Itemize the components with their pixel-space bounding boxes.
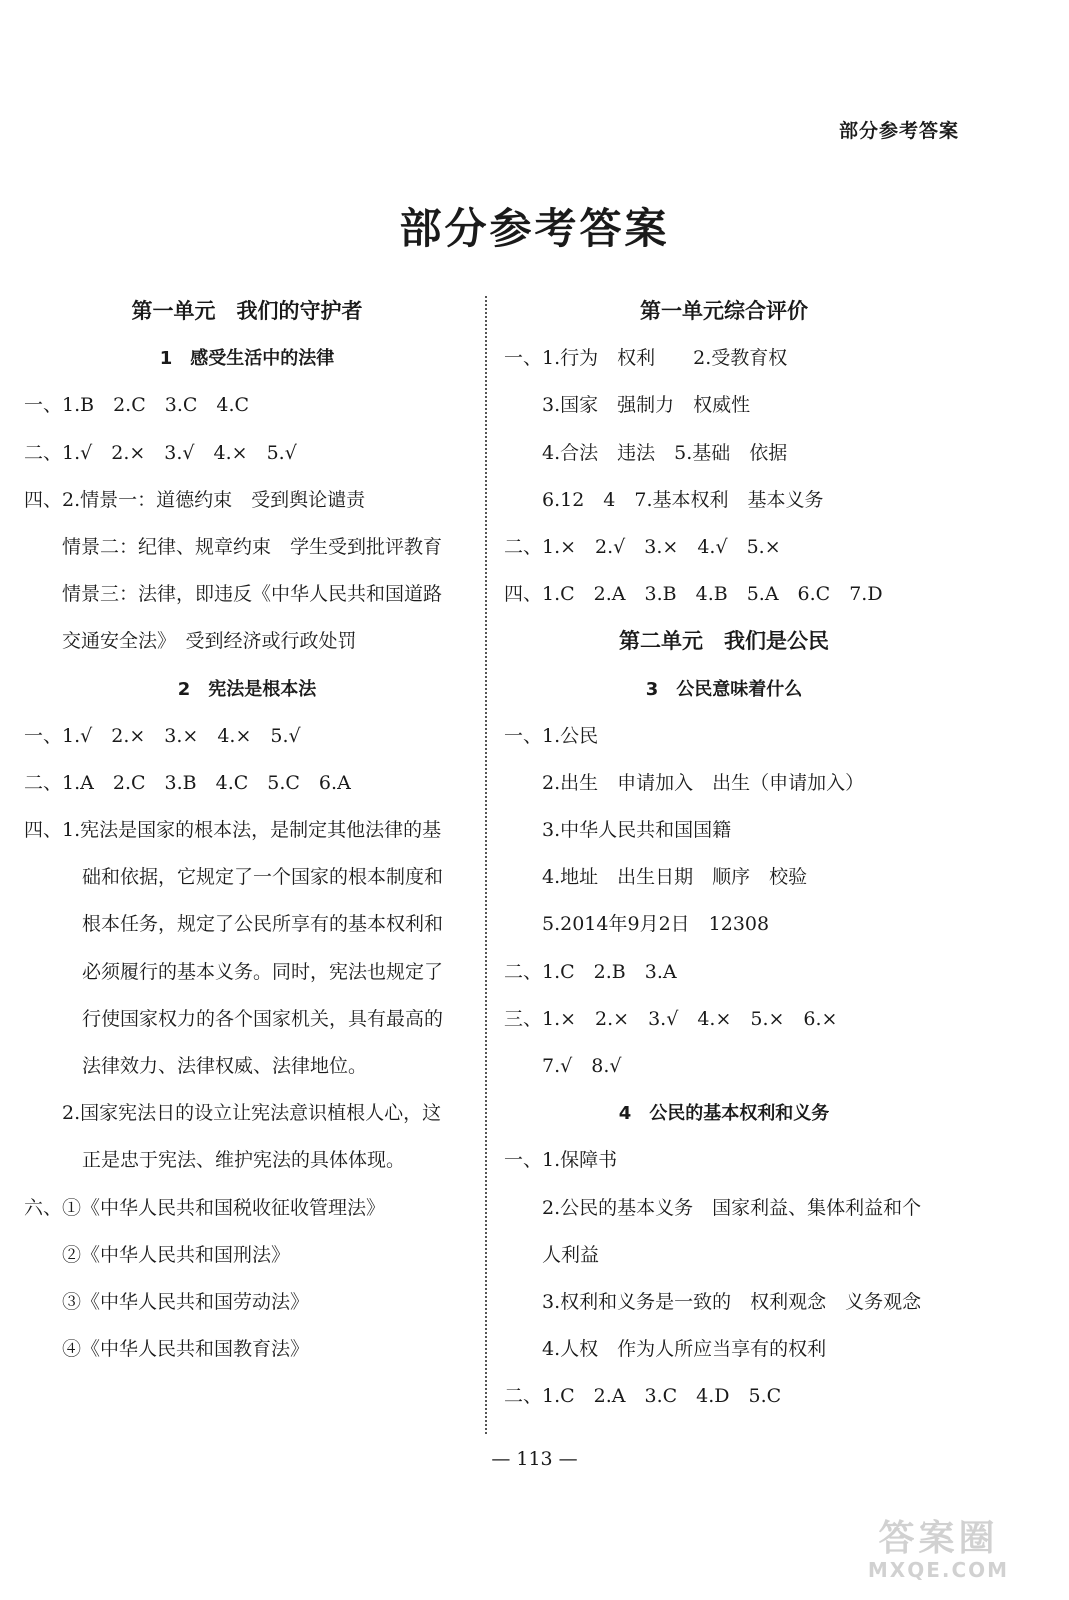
- answer-line: 3.国家 强制力 权威性: [542, 394, 751, 417]
- lesson-heading: 4 公民的基本权利和义务: [618, 1103, 830, 1125]
- answer-line: 3.权利和义务是一致的 权利观念 义务观念: [542, 1290, 922, 1313]
- answer-line: 人利益: [542, 1243, 600, 1266]
- answer-line: 三、1.× 2.× 3.√ 4.× 5.× 6.×: [504, 1007, 838, 1030]
- answer-line: 5.2014年9月2日 12308: [542, 913, 770, 936]
- answer-line: ③《中华人民共和国劳动法》: [62, 1290, 310, 1313]
- unit-heading: 第一单元综合评价: [640, 299, 808, 323]
- answer-line: ④《中华人民共和国教育法》: [62, 1338, 310, 1361]
- column-divider: [485, 296, 487, 1434]
- answer-line: ②《中华人民共和国刑法》: [62, 1243, 291, 1266]
- left-column: [24, 288, 470, 1373]
- answer-line: 情景三：法律，即违反《中华人民共和国道路: [62, 583, 443, 606]
- answer-line: 四、1.宪法是国家的根本法，是制定其他法律的基: [24, 819, 442, 842]
- answer-line: 一、1.保障书: [504, 1149, 618, 1172]
- answer-line: 四、1.C 2.A 3.B 4.B 5.A 6.C 7.D: [504, 583, 883, 606]
- answer-line: 6.12 4 7.基本权利 基本义务: [542, 488, 824, 511]
- page-title: 部分参考答案: [399, 204, 670, 253]
- answer-line: 一、1.公民: [504, 724, 599, 747]
- unit-heading: 第二单元 我们是公民: [619, 629, 829, 654]
- running-header: 部分参考答案: [838, 120, 959, 142]
- watermark-logo: [836, 1510, 1041, 1582]
- lesson-heading: 2 宪法是根本法: [177, 678, 317, 700]
- answer-line: 情景二：纪律、规章约束 学生受到批评教育: [62, 535, 443, 558]
- watermark-text: 答案圈: [878, 1518, 999, 1559]
- answer-line: 二、1.× 2.√ 3.× 4.√ 5.×: [504, 535, 781, 558]
- right-column: [504, 288, 944, 1421]
- answer-line: 7.√ 8.√: [542, 1055, 622, 1077]
- answer-line: 2.公民的基本义务 国家利益、集体利益和个: [542, 1196, 922, 1219]
- answer-line: 六、①《中华人民共和国税收征收管理法》: [24, 1196, 386, 1219]
- answer-line: 二、1.√ 2.× 3.√ 4.× 5.√: [24, 441, 297, 464]
- answer-line: 二、1.C 2.B 3.A: [504, 960, 677, 983]
- answer-line: 交通安全法》 受到经济或行政处罚: [62, 630, 357, 653]
- answer-line: 必须履行的基本义务。同时，宪法也规定了: [82, 960, 444, 983]
- answer-line: 法律效力、法律权威、法律地位。: [82, 1055, 368, 1077]
- answer-line: 2.出生 申请加入 出生（申请加入）: [542, 771, 865, 794]
- answer-line: 4.地址 出生日期 顺序 校验: [542, 866, 808, 889]
- answer-line: 根本任务，规定了公民所享有的基本权利和: [82, 913, 444, 936]
- answer-line: 础和依据，它规定了一个国家的根本制度和: [82, 866, 444, 889]
- lesson-heading: 1 感受生活中的法律: [159, 348, 335, 370]
- answer-line: 4.人权 作为人所应当享有的权利: [542, 1338, 827, 1361]
- answer-line: 行使国家权力的各个国家机关，具有最高的: [82, 1007, 444, 1030]
- lesson-heading: 3 公民意味着什么: [645, 678, 803, 700]
- answer-line: 一、1.行为 权利 2.受教育权: [504, 347, 788, 370]
- answer-line: 一、1.B 2.C 3.C 4.C: [24, 394, 250, 417]
- answer-line: 4.合法 违法 5.基础 依据: [542, 441, 788, 464]
- watermark-url: MXQE.COM: [867, 1558, 1010, 1582]
- answer-line: 二、1.C 2.A 3.C 4.D 5.C: [504, 1385, 782, 1408]
- unit-heading: 第一单元 我们的守护者: [131, 299, 363, 323]
- answer-line: 二、1.A 2.C 3.B 4.C 5.C 6.A: [24, 771, 351, 794]
- answer-line: 2.国家宪法日的设立让宪法意识植根人心，这: [62, 1102, 442, 1125]
- page-number: — 113 —: [491, 1448, 578, 1470]
- answer-line: 一、1.√ 2.× 3.× 4.× 5.√: [24, 724, 301, 747]
- answer-line: 3.中华人民共和国国籍: [542, 819, 732, 842]
- answer-line: 正是忠于宪法、维护宪法的具体体现。: [82, 1149, 406, 1172]
- answer-line: 四、2.情景一：道德约束 受到舆论谴责: [24, 488, 366, 511]
